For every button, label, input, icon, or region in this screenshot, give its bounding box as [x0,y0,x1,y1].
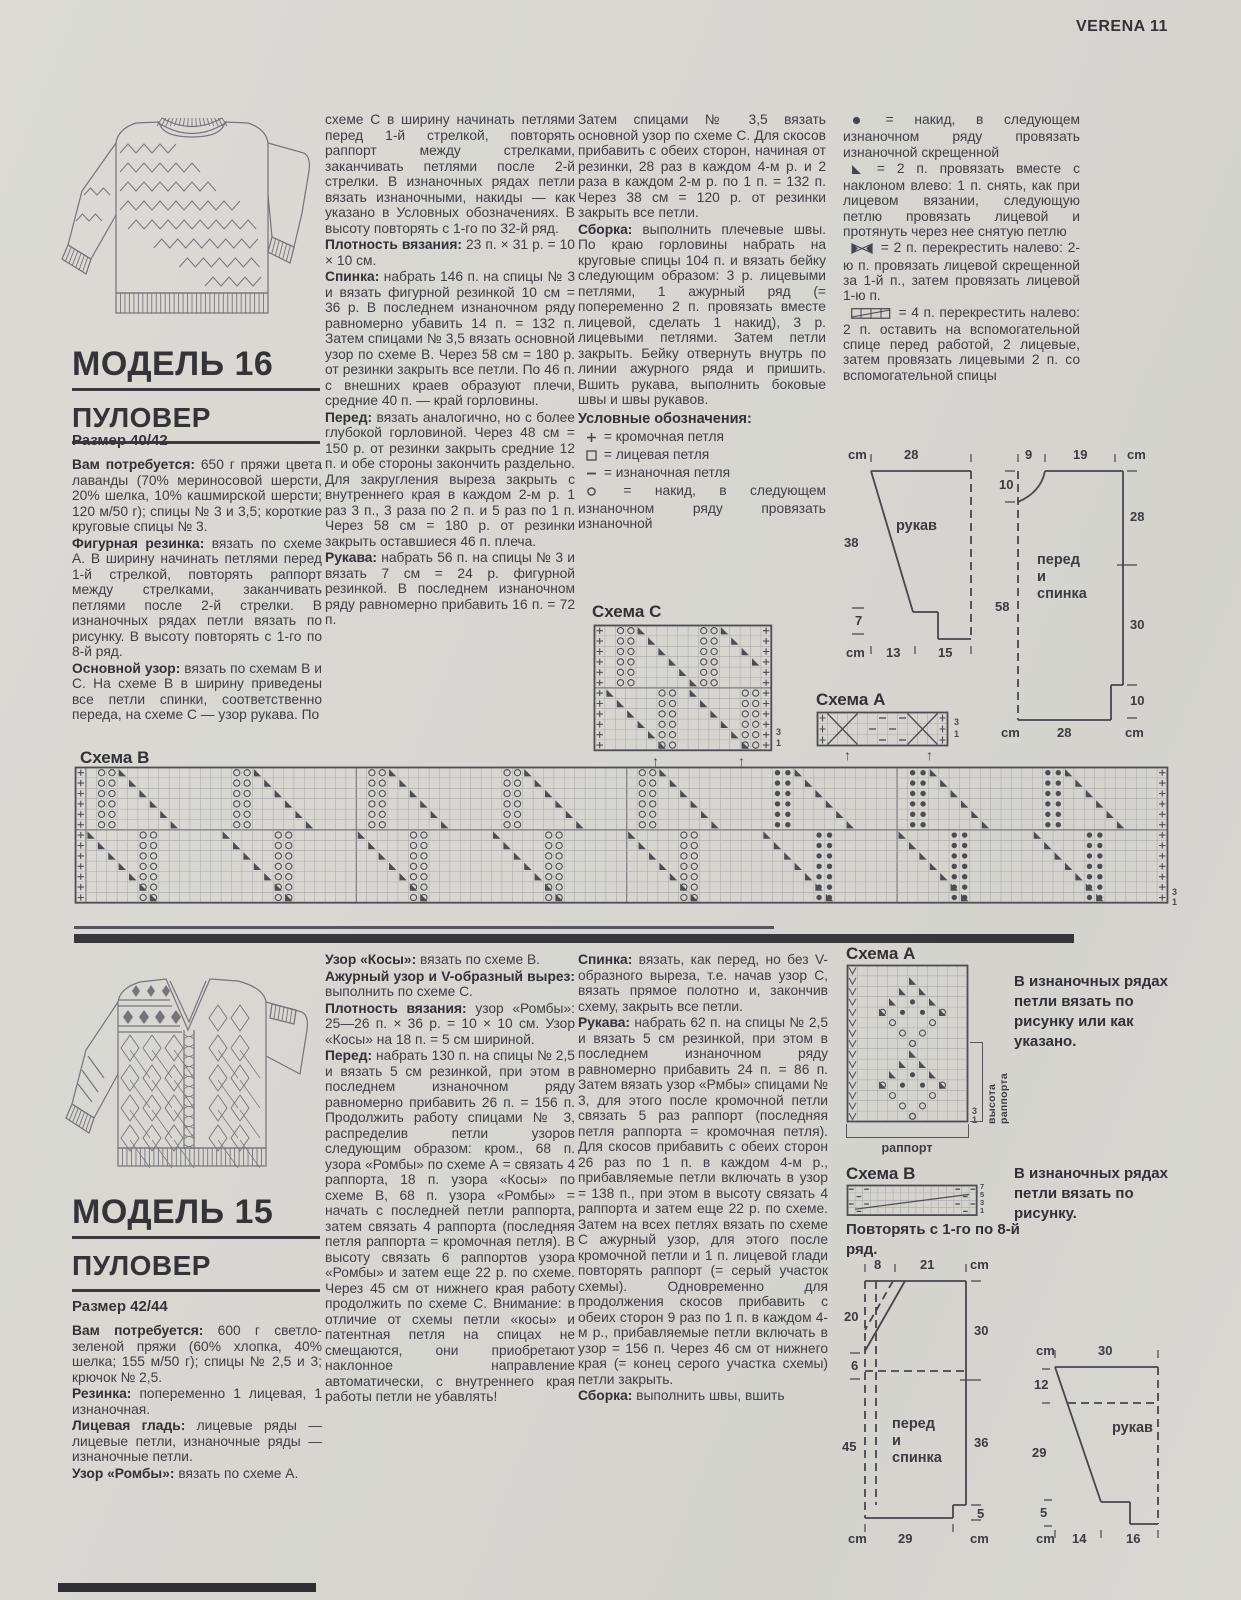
measure-right-1: 28 [1130,509,1145,524]
instruction-paragraph: Сборка: выполнить плечевые швы. По краю горловины набрать на круговые спицы 104 п. и вязать бейку следующим образом: 3 р. лицевыми петлями, 1 ажурный ряд (= попеременно 2 п. провязать вместе лицевой, сделать 1 накид), 3 р. лицевыми петлями. Затем петли закрыть. Бейку отвернуть внутрь по линии ажурного ряда и пришить. Вшить рукава, выполнить боковые швы и швы рукавов. [578,221,826,407]
schematic-outline [838,1258,1000,1548]
unit-label: cm [970,1257,989,1272]
dash-stitch-icon [586,467,597,482]
piece-label: перед [892,1416,935,1432]
measure-right-2: 30 [1130,617,1145,632]
measure-left-2: 29 [1032,1445,1047,1460]
sweater-illustration-model16 [58,95,316,337]
chart-c-row-3: 3 [776,727,782,737]
dot-stitch-icon [851,114,862,129]
legend-item: = 4 п. перекрестить налево: 2 п. оставить на вспомогательной спице перед работой, 2 лицевые, затем провязать лицевыми 2 п. со вспомогательной спицы [843,304,1080,383]
model16-size: Размер 40/42 [72,432,168,449]
paragraph-lead: Сборка: [578,221,643,237]
unit-label: cm [848,1531,867,1546]
model16-column-4 [843,112,1080,384]
unit-label: cm [1001,725,1020,740]
chart-b15-row-3: 3 [980,1198,985,1207]
legend-item: = 2 п. перекрестить налево: 2-ю п. провязать лицевой скрещенной за 1-й п., затем провязать лицевой 1-ю п. [843,240,1080,304]
measure-right-2: 36 [974,1435,989,1450]
knitting-chart-c [593,624,773,752]
piece-label: и [1037,569,1046,585]
measure-bottom: 29 [898,1531,913,1546]
instruction-paragraph: схеме С в ширину начинать петлями перед 1-й стрелкой, повторять раппорт между стрелками, заканчивать петлями после 2-й стрелки. В изнаночных рядах петли вязать изнаночными, накиды — как указано в Условных обозначениях. В высоту повторять с 1-го по 32-й ряд. [325,112,575,236]
section-divider-bar [74,934,1074,943]
rapport-height-bracket [970,1042,983,1122]
cross2-stitch-icon [851,242,873,257]
measure-left-1: 20 [844,1309,859,1324]
instruction-paragraph: Ажурный узор и V-образный вырез: выполнить по схеме С. [325,968,575,999]
paragraph-lead: Перед: [325,409,377,425]
circle-stitch-icon [586,485,597,500]
chart-a15-note: В изнаночных рядах петли вязать по рисунку или как указано. [1014,973,1168,1050]
measure-top-1: 9 [1025,447,1033,462]
paragraph-lead: Вам потребуется: [72,1323,218,1338]
rapport-height-label: высота раппорта [986,1072,1010,1124]
chart-a15-label: Схема A [846,944,916,963]
instruction-paragraph: Резинка: попеременно 1 лицевая, 1 изнаночная. [72,1386,322,1417]
model16-column-2 [325,112,575,629]
measure-bottom-1: 14 [1072,1531,1087,1546]
knitting-chart-b15 [846,1184,978,1217]
chart-b15-row-5: 5 [980,1190,985,1199]
instruction-paragraph: Основной узор: вязать по схемам В и С. На схеме В в ширину приведены все петли спинки, соответственно переда, на схеме С — узор рукава. По [72,660,322,722]
paragraph-lead: Рукава: [325,550,382,565]
paragraph-lead: Вам потребуется: [72,457,201,472]
rapport-width-bracket [846,1124,969,1138]
chart-a16-row-3: 3 [954,717,960,727]
measure-top: 28 [904,447,919,462]
cross4-stitch-icon [851,307,891,322]
paragraph-lead: Резинка: [72,1386,140,1401]
instruction-paragraph: Перед: вязать аналогично, но с более глубокой горловиной. Через 48 см = 150 р. от резинки закрыть средние 12 п. и обе стороны закончить раздельно. Для закругления выреза закрыть с внутреннего края в каждом 2-м р. 1 раз 3 п., 3 раза по 2 п. и 5 раз по 1 п. Через 58 см = 180 р. от резинки закрыть оставшиеся 46 п. плеча. [325,409,575,549]
knitting-chart-a15 [846,964,969,1123]
plus-stitch-icon [586,431,597,446]
measure-left-2: 58 [995,599,1010,614]
paragraph-lead: Ажурный узор и V-образный вырез: [325,968,575,984]
paragraph-lead: Сборка: [578,1388,637,1403]
paragraph-lead: Рукава: [578,1015,635,1030]
unit-label: cm [970,1531,989,1546]
instruction-paragraph: Лицевая гладь: лицевые ряды — лицевые петли, изнаночные ряды — изнаночные петли. [72,1418,322,1464]
paragraph-lead: Спинка: [578,952,639,967]
instruction-paragraph: Вам потребуется: 650 г пряжи цвета лаванды (70% мериносовой шерсти, 20% шелка, 10% кашмирской шерсти; 120 м/50 г); спицы № 3 и 3,5; короткие круговые спицы № 3. [72,457,322,534]
unit-label: cm [1127,447,1146,462]
model16-subtitle: ПУЛОВЕР [72,403,320,444]
instruction-paragraph: Плотность вязания: узор «Ромбы»: 25—26 п. × 36 р. = 10 × 10 см. Узор «Косы» на 18 п. = 5 см шириной. [325,1000,575,1047]
legend-item: = изнаночная петля [578,465,826,482]
instruction-paragraph: Фигурная резинка: вязать по схеме А. В ширину начинать петлями перед 1-й стрелкой, повторять раппорт между стрелками, заканчивать петлями после 2-й стрелки. В изнаночных рядах петли вязать по рисунку. В высоту повторять с 1-го по 8-й ряд. [72,535,323,659]
chart-b15-note: В изнаночных рядах петли вязать по рисунку. [1014,1165,1168,1222]
chart-b15-row-7: 7 [980,1182,985,1191]
chart-b15-row-1: 1 [980,1206,985,1215]
chart-c-row-1: 1 [776,738,782,748]
measure-top: 30 [1098,1343,1113,1358]
sweater-illustration-model15 [58,952,318,1190]
legend-item: = 2 п. провязать вместе с наклоном влево: 1 п. снять, как при лицевом вязании, следующую петлю провязать лицевой и протянуть через нее снятую петлю [843,160,1080,240]
unit-label: cm [1036,1343,1055,1358]
chart-a15-row-3: 3 [972,1106,978,1116]
page-header: VERENA 11 [1076,18,1168,35]
measure-bottom: 28 [1057,725,1072,740]
instruction-paragraph: Сборка: выполнить швы, вшить [578,1388,785,1403]
piece-label: рукав [896,518,937,534]
measure-right-3: 10 [1130,693,1145,708]
measure-left-2: 6 [851,1358,859,1373]
rapport-width-label: раппорт [881,1141,933,1155]
measure-bottom-2: 16 [1126,1531,1141,1546]
paragraph-lead: Основной узор: [72,660,185,676]
chart-a16-row-1: 1 [954,729,960,739]
chart-a15-row-1: 1 [972,1115,978,1125]
schematic-model16-body [993,447,1151,745]
measure-top-1: 8 [874,1257,882,1272]
model16-heading [72,346,320,444]
model15-heading [72,1194,320,1292]
model15-column-1 [72,1298,322,1482]
knitting-chart-a16 [816,711,949,747]
instruction-paragraph: Спинка: набрать 146 п. на спицы № 3 и вязать фигурной резинкой 10 см = 36 р. В последнем изнаночном ряду равномерно убавить 14 п. = 132 п. Затем спицами № 3,5 вязать основной узор по схеме В. Через 58 см = 180 р. от резинки закрыть все петли. По 46 п. с внешних краев образуют плечи, средние 40 п. — край горловины. [325,269,575,408]
instruction-paragraph: Узор «Ромбы»: вязать по схеме А. [72,1465,299,1481]
measure-bottom-1: 13 [886,645,901,660]
instruction-paragraph: Спинка: вязать, как перед, но без V-образного выреза, т.е. начав узор С, вязать прямое полотно и, закончив схему, закрыть все петли. [578,952,828,1014]
instruction-paragraph: Плотность вязания: 23 п. × 31 р. = 10 × 10 см. [325,237,575,268]
instruction-paragraph: Узор «Косы»: вязать по схеме В. [325,952,541,967]
unit-label: cm [1036,1531,1055,1546]
schematic-outline [1028,1342,1176,1547]
unit-label: cm [1125,725,1144,740]
measure-right-3: 5 [977,1506,985,1521]
instruction-paragraph: Затем спицами № 3,5 вязать основной узор по схеме С. Для скосов прибавить с обеих сторон, начиная от резинки, 28 раз в каждом 4-м р. и 2 раза в каждом 2-м р. по 1 п. = 132 п. Через 38 см = 120 р. от резинки закрыть все петли. [578,112,826,220]
paragraph-lead: Узор «Ромбы»: [72,1465,179,1481]
measure-top-2: 21 [920,1257,935,1272]
chart-b16-row-1: 1 [1172,897,1178,907]
paragraph-lead: Плотность вязания: [325,237,466,252]
page-bottom-rule [58,1583,316,1592]
legend-item: = накид, в следующем изнаночном ряду провязать изнаночной скрещенной [843,112,1080,160]
piece-label: и [892,1433,901,1449]
measure-left-3: 45 [842,1439,857,1454]
model15-column-3 [578,952,828,1405]
model16-column-3 [578,112,826,532]
instruction-paragraph: Рукава: набрать 56 п. на спицы № 3 и вязать 7 см = 24 р. фигурной резинкой. В последнем изнаночном ряду равномерно прибавить 16 п. = 72 п. [325,550,575,627]
paragraph-lead: Перед: [325,1048,376,1063]
legend-item: = кромочная петля [578,429,826,446]
paragraph-lead: Спинка: [325,269,384,284]
model15-size: Размер 42/44 [72,1298,168,1315]
schematic-model16-sleeve [838,447,990,662]
measure-left-3: 5 [1040,1505,1048,1520]
model16-title: МОДЕЛЬ 16 [72,346,320,391]
schematic-model15-sleeve [1028,1342,1176,1547]
chart-b16-block [74,748,1194,908]
piece-label: спинка [1037,586,1087,602]
chart-b15-repeat-note: Повторять с 1-го по 8-й ряд. [846,1221,1020,1258]
square-stitch-icon [586,449,597,464]
chart-b15-label: Схема B [846,1164,916,1183]
knitting-chart-b16 [74,766,1169,904]
model16-column-1 [72,432,322,724]
legend-item: = накид, в следующем изнаночном ряду провязать изнаночной [578,483,826,531]
legend-title: Условные обозначения: [578,410,752,427]
paragraph-lead: Плотность вязания: [325,1000,476,1016]
chart-c-label: Схема C [592,602,662,621]
schematic-outline [838,447,990,662]
chart-b16-row-3: 3 [1172,887,1178,897]
chart-a16-label: Схема A [816,690,886,709]
model15-title: МОДЕЛЬ 15 [72,1194,320,1239]
paragraph-lead: Узор «Косы»: [325,952,420,967]
model15-column-2 [325,952,575,1406]
measure-left: 38 [844,535,859,550]
measure-left-1: 10 [999,477,1014,492]
instruction-paragraph: Вам потребуется: 600 г светло-зеленой пряжи (60% хлопка, 40% шелка; 155 м/50 г); спицы № 2,5 и 3; крючок № 2,5. [72,1323,322,1385]
section-divider-thin [74,926,774,929]
tri-stitch-icon [851,163,862,178]
instruction-paragraph: Перед: набрать 130 п. на спицы № 2,5 и вязать 5 см резинкой, при этом в последнем изнаночном ряду равномерно прибавить 26 п. = 156 п. Продолжить работу спицами № 3, распределив петли узоров следующим образом: кром., 68 п. узора «Ромбы» по схеме А = связать 4 раппорта, 18 п. узора «Косы» по схеме В, 68 п. узора «Ромбы» = начать с последней петли раппорта, затем связать 4 раппорта (последняя петля раппорта = кромочная петля). В высоту связать 6 раппортов узора «Ромбы» и затем еще 22 р. по схеме. Через 45 см от нижнего края работу продолжить по схеме С. Внимание: в отличие от схемы петли «косы» и патентная петля на спицах не смещаются, они приобретают наклонное направление автоматически, с внутреннего края работы петли не убавлять! [325,1048,575,1404]
measure-left-bottom: 7 [855,613,863,628]
measure-right-1: 30 [974,1323,989,1338]
measure-left-1: 12 [1034,1377,1049,1392]
legend-item: = лицевая петля [578,447,826,464]
instruction-paragraph: Рукава: набрать 62 п. на спицы № 2,5 и вязать 5 см резинкой, при этом в последнем изнаночном ряду равномерно прибавить 24 п. = 86 п. Затем вязать узор «Рмбы» спицами № 3, для этого после кромочной петли связать 5 раз раппорт (последняя петля раппорта = кромочная петля). Для скосов прибавить с обеих сторон 26 раз по 1 п. в каждом 4-м р., прибавляемые петли включать в узор = 138 п., при этом в высоту связать 4 раппорта и затем еще 22 р. по схеме. Затем на всех петлях вязать по схеме С ажурный узор, для этого после кромочной петли и 1 п. лицевой глади повторять раппорт (= серый участок схемы). Одновременно для продолжения скосов прибавить с обеих сторон 9 раз по 1 п. в каждом 4-м р., прибавляемые петли включать в узор = 156 п. Через 46 см от нижнего края (= конец серого участка схемы) петли закрыть. [578,1015,828,1387]
measure-bottom-2: 15 [938,645,953,660]
chart-b16-label: Схема B [80,748,150,767]
paragraph-lead: Лицевая гладь: [72,1418,197,1433]
model15-subtitle: ПУЛОВЕР [72,1251,320,1292]
schematic-model15-body [838,1258,1000,1548]
piece-label: спинка [892,1450,942,1466]
piece-label: рукав [1112,1420,1153,1436]
piece-label: перед [1037,552,1080,568]
paragraph-lead: Фигурная резинка: [72,535,212,551]
measure-top-2: 19 [1073,447,1088,462]
unit-label: cm [848,447,867,462]
unit-label: cm [846,645,865,660]
